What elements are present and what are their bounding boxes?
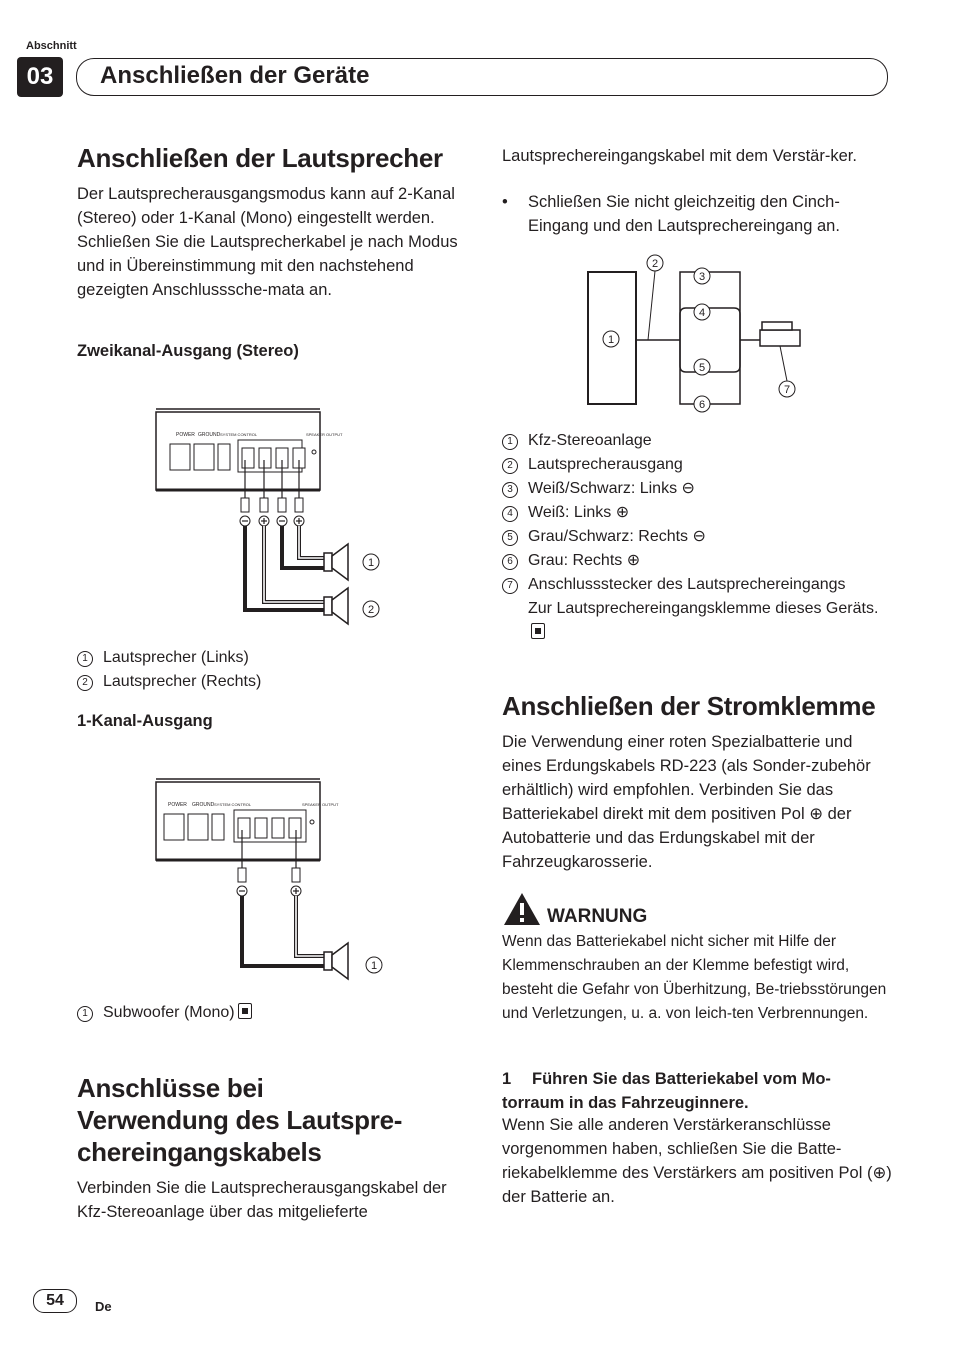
continued-text: Lautsprechereingangskabel mit dem Verstär-ker. (502, 147, 857, 165)
power-text: Die Verwendung einer roten Spezialbatterie und eines Erdungskabels RD-223 (als Sonder-zubehör erhältlich) wird empfohlen. Verbinden Sie das Batteriekabel direkt mit dem positiven Pol ⊕ der Autobatterie und das Erdungskabel mit der Fahrzeugkarosserie. (502, 733, 871, 871)
list-item: 2 Lautsprecherausgang (502, 453, 892, 477)
section-number: 03 (17, 57, 63, 97)
diagram-legend (502, 429, 892, 645)
ground-label: GROUND (192, 802, 215, 808)
step1-text: Wenn Sie alle anderen Verstärkeranschlüsse vorgenommen haben, schließen Sie die Batte-riekabelklemme des Verstärkers am positiven Pol (⊕) der Batterie an. (502, 1116, 892, 1206)
list-item: 3 Weiß/Schwarz: Links ⊖ (502, 477, 892, 501)
stereo-callout-1: 1 (367, 557, 375, 569)
power-label: POWER (176, 432, 195, 438)
stereo-callout-2: 2 (367, 604, 375, 616)
warning-title: WARNUNG (547, 906, 648, 927)
callout-3: 3 (698, 271, 706, 283)
stereo-legend (77, 646, 457, 694)
power-label: POWER (168, 802, 187, 808)
list-item: 2 Lautsprecher (Rechts) (77, 670, 457, 694)
list-item: 6 Grau: Rechts ⊕ (502, 549, 892, 573)
stereo-wiring-diagram (150, 400, 400, 640)
input-cable-heading-line1: Anschlüsse bei (77, 1073, 264, 1103)
callout-4: 4 (698, 307, 706, 319)
page-number: 54 (33, 1289, 77, 1313)
section-title: Anschließen der Geräte (100, 62, 370, 89)
ground-label: GROUND (198, 432, 221, 438)
stereo-heading: Zweikanal-Ausgang (Stereo) (77, 342, 299, 360)
warning-icon (502, 891, 542, 927)
mono-wiring-diagram (150, 770, 400, 980)
input-cable-text: Verbinden Sie die Lautsprecherausgangskabel der Kfz-Stereoanlage über das mitgelieferte (77, 1179, 447, 1221)
mono-legend (77, 1001, 457, 1025)
section-label: Abschnitt (26, 40, 77, 52)
input-cable-heading-line3: chereingangskabels (77, 1137, 322, 1167)
speakers-intro: Der Lautsprecherausgangsmodus kann auf 2-Kanal (Stereo) oder 1-Kanal (Mono) eingestellt werden. Schließen Sie die Lautsprecherkabel je nach Modus und in Übereinstimmung mit den nachstehend gezeigten Anschlusssche-mata an. (77, 185, 458, 299)
power-heading: Anschließen der Stromklemme (502, 691, 876, 721)
step1-heading: 1 Führen Sie das Batteriekabel vom Mo-torraum in das Fahrzeuginnere. (502, 1070, 831, 1112)
list-item: • Schließen Sie nicht gleichzeitig den Cinch-Eingang und den Lautsprechereingang an. (502, 193, 840, 235)
list-item: 7 Anschlussstecker des Lautsprechereingangs Zur Lautsprechereingangsklemme dieses Geräts. (502, 573, 892, 645)
list-item: 4 Weiß: Links ⊕ (502, 501, 892, 525)
callout-7: 7 (783, 384, 791, 396)
warning-text: Wenn das Batteriekabel nicht sicher mit Hilfe der Klemmenschrauben an der Klemme befestigt wird, besteht die Gefahr von Überhitzung, Be-triebsstörungen und Verletzungen, u. a. von leich-ten Verbrennungen. (502, 933, 887, 1022)
language-code: De (95, 1299, 112, 1314)
speaker-output-label: SPEAKER OUTPUT (306, 432, 343, 437)
system-label: SYSTEM CONTROL (220, 432, 258, 437)
callout-5: 5 (698, 362, 706, 374)
callout-2: 2 (651, 258, 659, 270)
end-of-section-icon (238, 1003, 252, 1019)
mono-callout-1: 1 (370, 960, 378, 972)
callout-6: 6 (698, 399, 706, 411)
list-item: 5 Grau/Schwarz: Rechts ⊖ (502, 525, 892, 549)
speakers-heading: Anschließen der Lautsprecher (77, 143, 443, 173)
callout-1: 1 (607, 334, 615, 346)
speaker-output-label: SPEAKER OUTPUT (302, 802, 339, 807)
speaker-input-diagram (580, 250, 820, 420)
input-cable-heading-line2: Verwendung des Lautspre- (77, 1105, 403, 1135)
bullet-list (502, 190, 892, 238)
mono-heading: 1-Kanal-Ausgang (77, 712, 213, 730)
end-of-section-icon (531, 623, 545, 639)
list-item: 1 Kfz-Stereoanlage (502, 429, 892, 453)
list-item: 1 Lautsprecher (Links) (77, 646, 457, 670)
list-item: 1 Subwoofer (Mono) (77, 1001, 457, 1025)
system-label: SYSTEM CONTROL (214, 802, 252, 807)
